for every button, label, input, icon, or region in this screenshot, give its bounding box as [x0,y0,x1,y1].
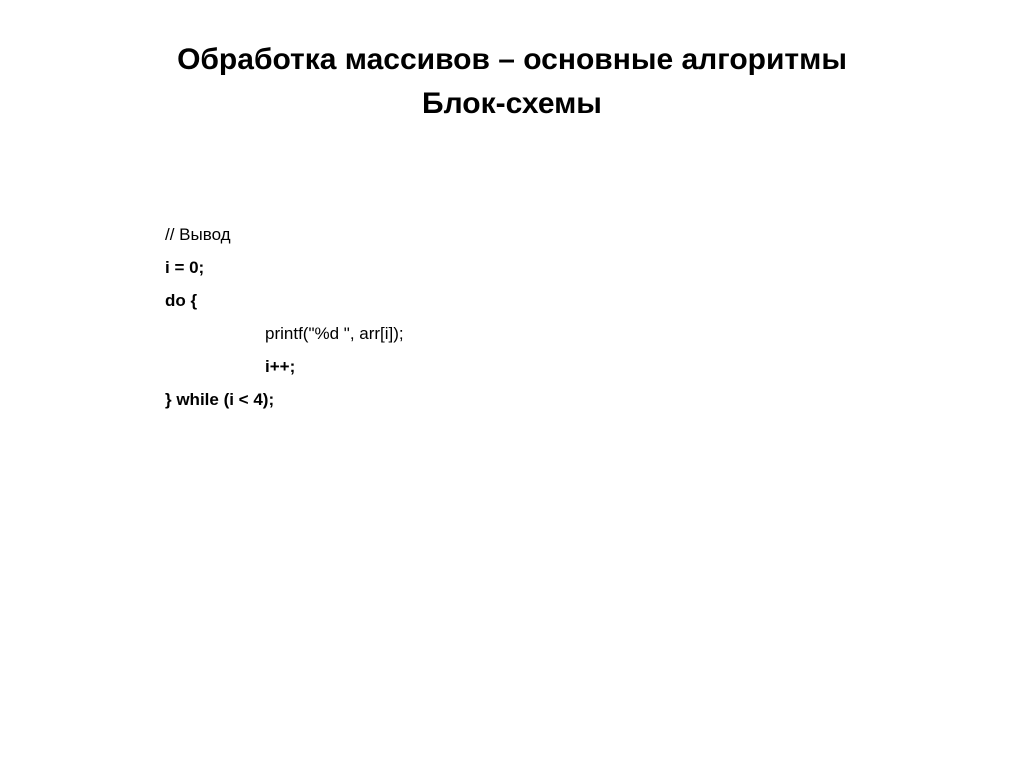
title-line-1: Обработка массивов – основные алгоритмы [177,43,847,76]
code-line-do-open: do { [165,291,198,310]
code-line-comment: // Вывод [165,225,231,244]
code-line-printf: printf("%d ", arr[i]); [265,324,404,343]
code-line-init: i = 0; [165,258,205,277]
code-line-increment: i++; [265,357,296,376]
code-listing [165,218,865,416]
code-line-while: } while (i < 4); [165,390,275,409]
title-line-2: Блок-схемы [422,87,602,120]
page-title [60,38,964,126]
